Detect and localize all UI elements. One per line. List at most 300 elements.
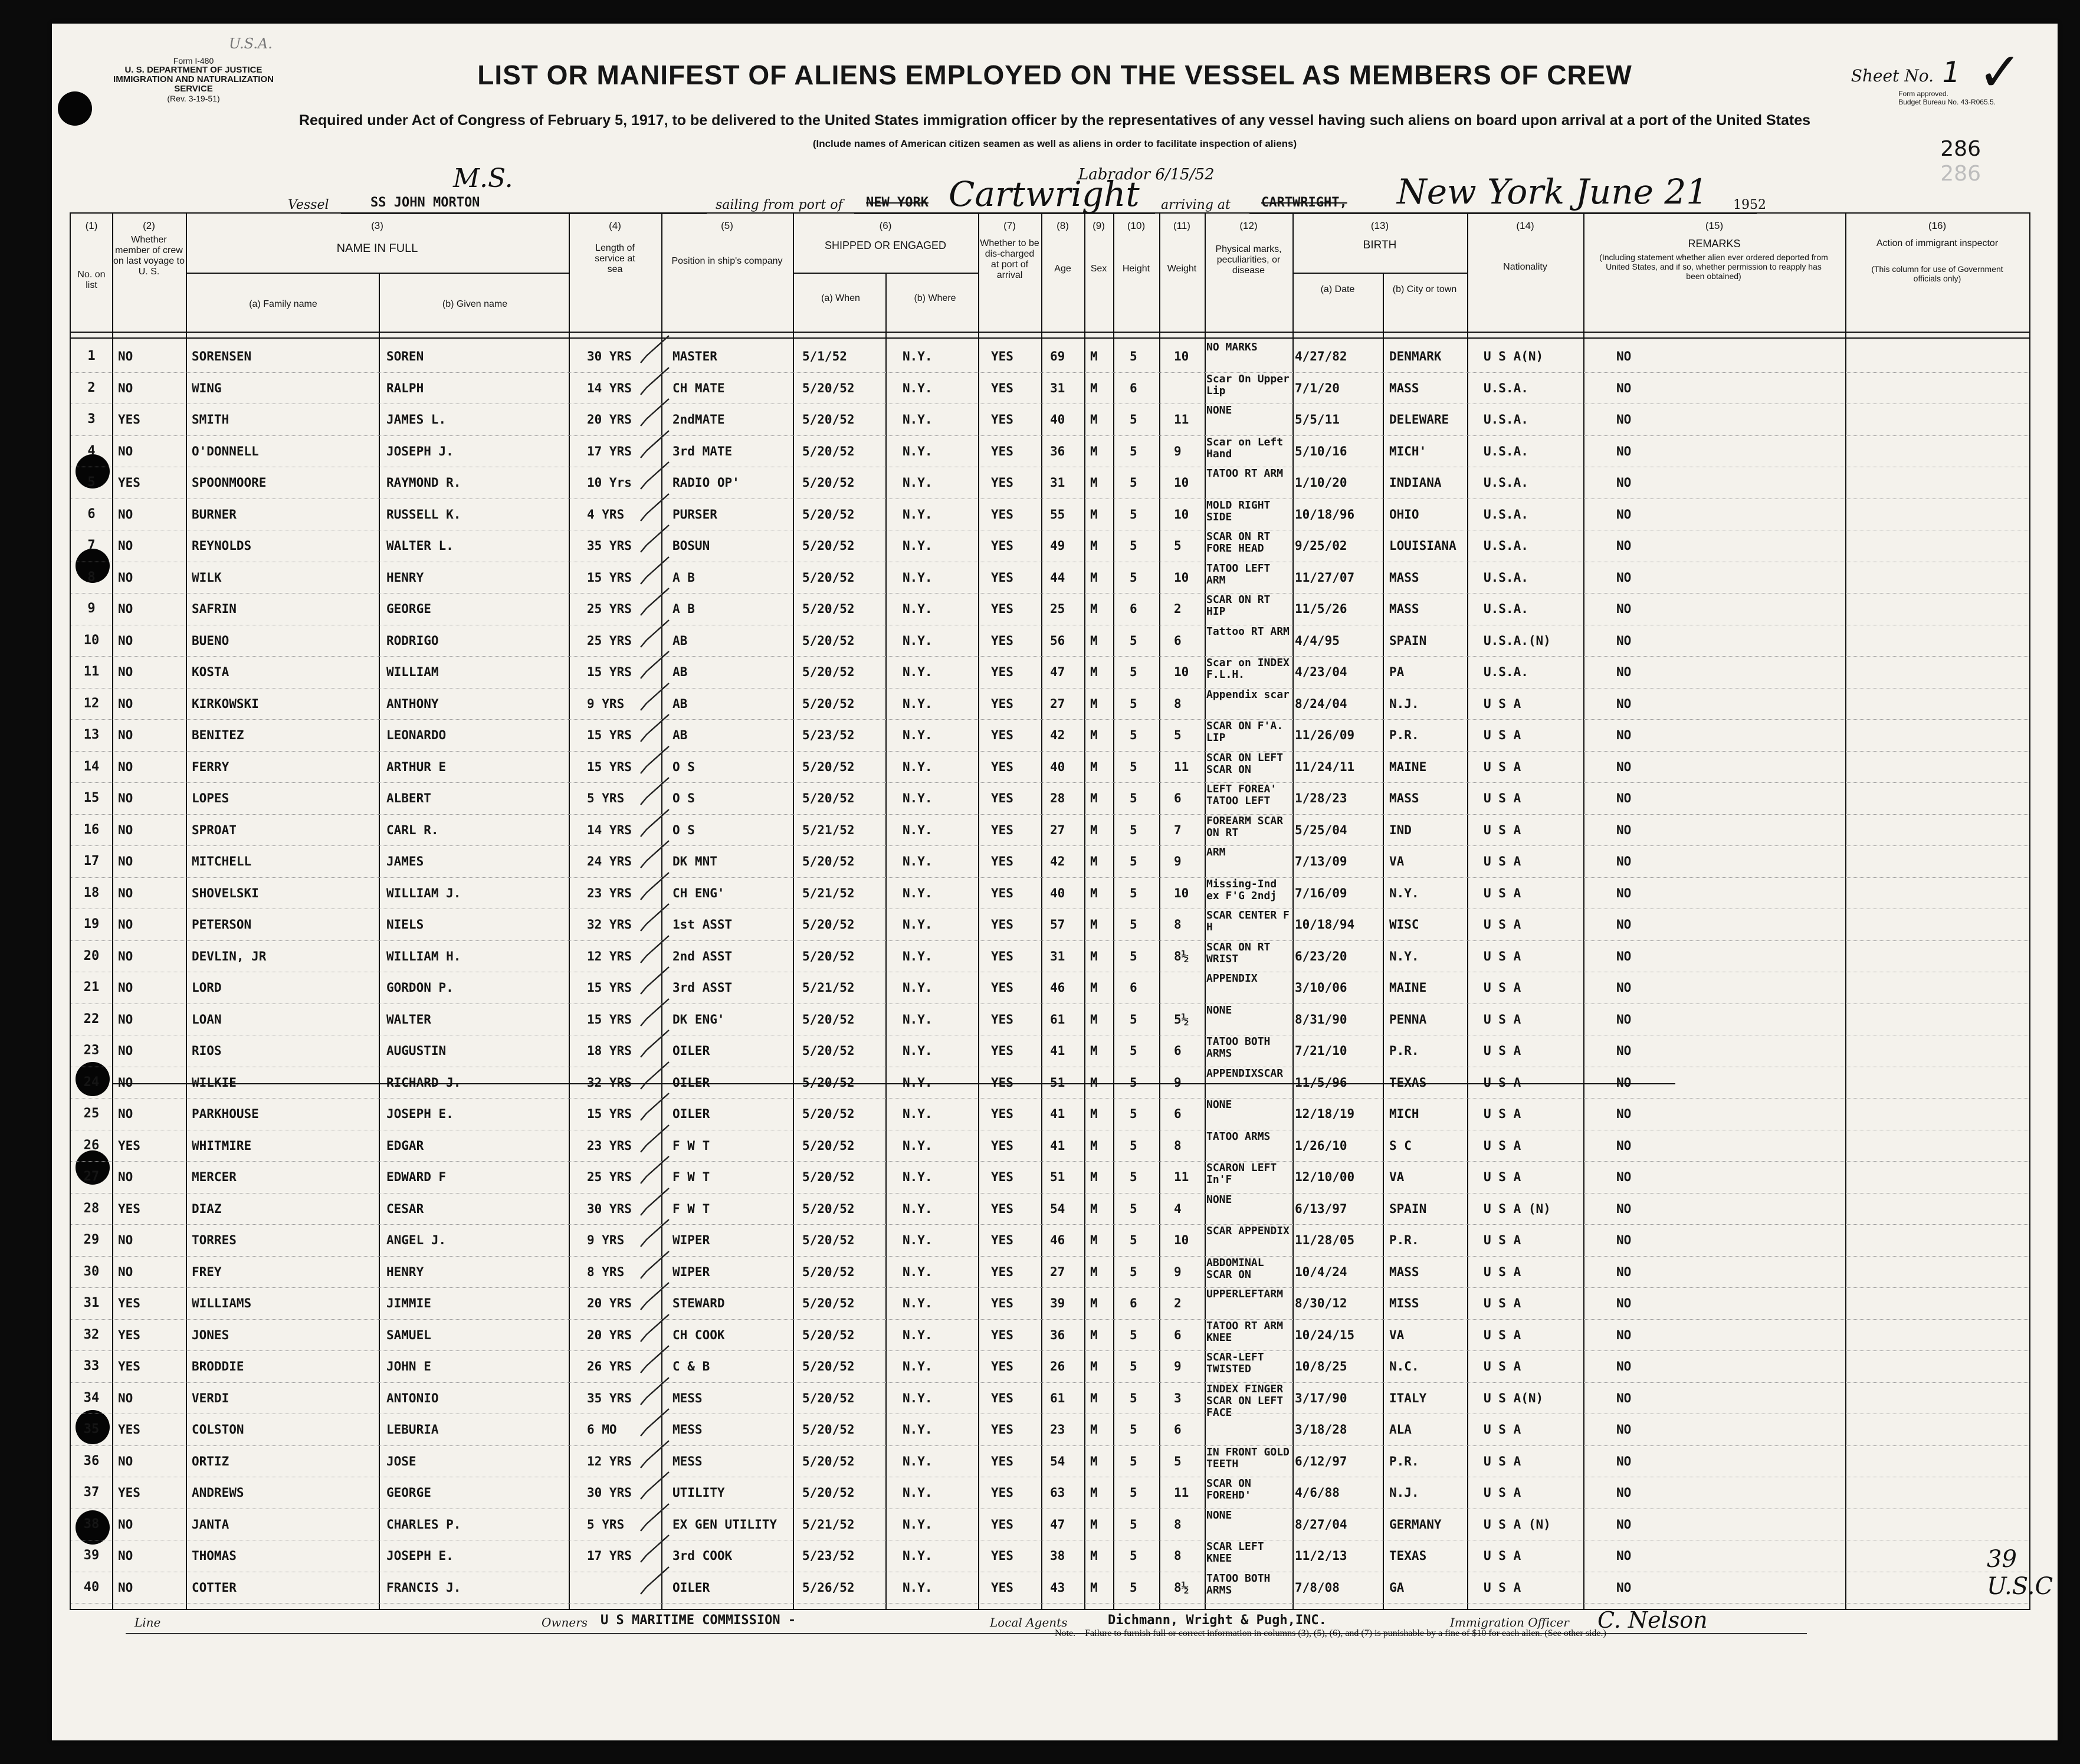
cell-given: RUSSELL K. (386, 507, 461, 522)
table-row (71, 814, 2029, 846)
cell-wt: 6 (1174, 1044, 1182, 1058)
vessel-label: Vessel (288, 198, 329, 212)
cell-age: 69 (1050, 349, 1065, 363)
cell-nat: U S A (1484, 886, 1521, 900)
cell-city: DELEWARE (1389, 412, 1449, 427)
cell-given: EDGAR (386, 1138, 424, 1153)
cell-when: 5/20/52 (802, 412, 855, 427)
table-row (71, 1004, 2029, 1035)
cell-remarks: NO (1616, 949, 1632, 963)
cell-service: 32 YRS (587, 1075, 632, 1090)
check-tick-icon (637, 522, 672, 557)
cell-where: N.Y. (903, 981, 933, 995)
cell-age: 42 (1050, 728, 1065, 742)
row-number: 11 (83, 664, 100, 679)
cell-wt: 7 (1174, 822, 1182, 837)
cell-remarks: NO (1616, 791, 1632, 805)
cell-city: ITALY (1389, 1391, 1427, 1405)
cell-age: 57 (1050, 917, 1065, 932)
cell-marks: Missing-Ind ex F'G 2ndj (1206, 877, 1277, 902)
cell-where: N.Y. (903, 507, 933, 522)
cell-family: PETERSON (192, 917, 252, 932)
cell-service: 9 YRS (587, 696, 625, 711)
cell-remarks: NO (1616, 728, 1632, 742)
cell-date: 11/5/26 (1295, 602, 1347, 616)
cell-ht: 5 (1130, 1486, 1137, 1500)
cell-sex: M (1090, 822, 1098, 837)
cell-disch: YES (991, 728, 1013, 742)
cell-family: TORRES (192, 1233, 237, 1247)
cell-remarks: NO (1616, 1170, 1632, 1184)
cell-wt: 5 (1174, 1454, 1182, 1468)
cell-family: WILK (192, 570, 222, 585)
row-number: 20 (83, 948, 100, 963)
check-tick-icon (637, 1311, 672, 1346)
row-number: 4 (87, 443, 96, 458)
row-number: 24 (83, 1074, 100, 1090)
cell-given: JOSEPH J. (386, 444, 454, 458)
cell-prev: YES (118, 1327, 140, 1342)
cell-sex: M (1090, 791, 1098, 805)
cell-age: 39 (1050, 1296, 1065, 1310)
row-number: 9 (87, 601, 96, 616)
row-number: 29 (83, 1232, 100, 1247)
cell-date: 7/21/10 (1295, 1044, 1347, 1058)
cell-where: N.Y. (903, 854, 933, 868)
cell-prev: NO (118, 444, 133, 458)
cell-remarks: NO (1616, 1359, 1632, 1373)
cell-nat: U S A (N) (1484, 1517, 1551, 1532)
col-number: (8) (1057, 220, 1069, 231)
cell-date: 3/10/06 (1295, 981, 1347, 995)
cell-given: WALTER L. (386, 539, 454, 553)
cell-wt: 10 (1174, 665, 1189, 679)
cell-nat: U S A (1484, 759, 1521, 774)
cell-service: 20 YRS (587, 1327, 632, 1342)
cell-where: N.Y. (903, 1296, 933, 1310)
cell-marks: NONE (1206, 1099, 1232, 1111)
cell-marks: SCAR LEFT KNEE (1206, 1540, 1264, 1565)
cell-given: RODRIGO (386, 633, 439, 648)
cell-sex: M (1090, 1075, 1098, 1090)
cell-where: N.Y. (903, 381, 933, 395)
cell-age: 41 (1050, 1138, 1065, 1153)
cell-city: MASS (1389, 570, 1419, 585)
cell-family: DIAZ (192, 1201, 222, 1216)
cell-remarks: NO (1616, 1454, 1632, 1468)
cell-disch: YES (991, 1327, 1013, 1342)
cell-marks: SCAR ON RT HIP (1206, 594, 1271, 618)
row-number: 23 (83, 1043, 100, 1058)
cell-prev: NO (118, 1580, 133, 1595)
sailing-typed: NEW YORK (866, 195, 929, 210)
manifest-sheet (52, 24, 2058, 1740)
cell-sex: M (1090, 1296, 1098, 1310)
officer-label: Immigration Officer (1450, 1615, 1569, 1629)
cell-nat: U S A (1484, 1422, 1521, 1437)
cell-marks: SCAR ON RT FORE HEAD (1206, 530, 1271, 555)
cell-when: 5/20/52 (802, 1422, 855, 1437)
cell-when: 5/21/52 (802, 1517, 855, 1532)
cell-given: CHARLES P. (386, 1517, 461, 1532)
cell-ht: 5 (1130, 696, 1137, 711)
cell-prev: YES (118, 1296, 140, 1310)
cell-position: RADIO OP' (672, 476, 740, 490)
cell-sex: M (1090, 1454, 1098, 1468)
cell-sex: M (1090, 539, 1098, 553)
cell-where: N.Y. (903, 665, 933, 679)
cell-when: 5/26/52 (802, 1580, 855, 1595)
cell-given: JAMES L. (386, 412, 447, 427)
cell-marks: TATOO RT ARM (1206, 467, 1284, 480)
cell-ht: 5 (1130, 886, 1137, 900)
cell-age: 40 (1050, 886, 1065, 900)
col-header-marks: Physical marks, peculiarities, or disease (1215, 244, 1282, 276)
cell-wt: 5½ (1174, 1012, 1189, 1027)
cell-ht: 5 (1130, 476, 1137, 490)
row-number: 10 (83, 632, 100, 648)
cell-date: 8/27/04 (1295, 1517, 1347, 1532)
table-row (71, 1382, 2029, 1419)
cell-ht: 5 (1130, 759, 1137, 774)
row-number: 18 (83, 885, 100, 900)
cell-given: JIMMIE (386, 1296, 431, 1310)
cell-wt: 6 (1174, 1107, 1182, 1121)
row-number: 25 (83, 1106, 100, 1121)
cell-sex: M (1090, 1517, 1098, 1532)
cell-wt: 9 (1174, 1075, 1182, 1090)
cell-city: MASS (1389, 791, 1419, 805)
cell-date: 11/26/09 (1295, 728, 1355, 742)
cell-where: N.Y. (903, 1580, 933, 1595)
cell-prev: NO (118, 1075, 133, 1090)
cell-family: SMITH (192, 412, 229, 427)
cell-sex: M (1090, 1580, 1098, 1595)
cell-marks: MOLD RIGHT SIDE (1206, 499, 1271, 523)
row-number: 26 (83, 1137, 100, 1153)
cell-date: 10/4/24 (1295, 1264, 1347, 1279)
cell-ht: 5 (1130, 349, 1137, 363)
cell-nat: U S A (1484, 1075, 1521, 1090)
cell-family: REYNOLDS (192, 539, 252, 553)
cell-sex: M (1090, 412, 1098, 427)
cell-family: PARKHOUSE (192, 1107, 259, 1121)
form-number: Form I-480 (173, 56, 214, 65)
cell-marks: APPENDIXSCAR (1206, 1067, 1284, 1080)
cell-remarks: NO (1616, 1327, 1632, 1342)
cell-family: BUENO (192, 633, 229, 648)
cell-ht: 5 (1130, 1359, 1137, 1373)
cell-remarks: NO (1616, 1138, 1632, 1153)
cell-disch: YES (991, 1138, 1013, 1153)
cell-age: 26 (1050, 1359, 1065, 1373)
col-header-family: (a) Family name (249, 299, 317, 309)
cell-where: N.Y. (903, 1264, 933, 1279)
cell-service: 14 YRS (587, 381, 632, 395)
row-number: 34 (83, 1390, 100, 1405)
cell-date: 9/25/02 (1295, 539, 1347, 553)
col-header-name: NAME IN FULL (336, 242, 418, 255)
cell-ht: 5 (1130, 949, 1137, 963)
cell-position: 3rd ASST (672, 981, 733, 995)
cell-prev: NO (118, 1233, 133, 1247)
table-row (71, 1193, 2029, 1225)
cell-city: MASS (1389, 381, 1419, 395)
cell-date: 7/13/09 (1295, 854, 1347, 868)
cell-sex: M (1090, 1549, 1098, 1563)
cell-ht: 5 (1130, 1138, 1137, 1153)
cell-where: N.Y. (903, 1170, 933, 1184)
cell-date: 3/17/90 (1295, 1391, 1347, 1405)
page-title: LIST OR MANIFEST OF ALIENS EMPLOYED ON THE VESSEL AS MEMBERS OF CREW (477, 60, 1632, 90)
row-number: 2 (87, 380, 96, 395)
corner-mark: U.S.A. (229, 35, 273, 52)
cell-given: EDWARD F (386, 1170, 447, 1184)
cell-where: N.Y. (903, 1138, 933, 1153)
cell-position: A B (672, 570, 695, 585)
cell-where: N.Y. (903, 696, 933, 711)
table-row (71, 688, 2029, 720)
cell-wt: 8½ (1174, 1580, 1189, 1595)
cell-ht: 5 (1130, 1107, 1137, 1121)
cell-ht: 5 (1130, 507, 1137, 522)
cell-wt: 8 (1174, 917, 1182, 932)
cell-date: 7/1/20 (1295, 381, 1340, 395)
cell-remarks: NO (1616, 602, 1632, 616)
cell-wt: 6 (1174, 1327, 1182, 1342)
row-number: 12 (83, 696, 100, 711)
row-number: 38 (83, 1516, 100, 1532)
cell-marks: Scar on INDEX F.L.H. (1206, 657, 1290, 681)
cell-disch: YES (991, 696, 1013, 711)
col-header-position: Position in ship's company (671, 256, 783, 266)
cell-city: PA (1389, 665, 1405, 679)
required-statement: Required under Act of Congress of February 5, 1917, to be delivered to the United States immigration officer by the representatives of any vessel having such aliens on board upon arrival at a port of the United States (298, 112, 1811, 129)
cell-remarks: NO (1616, 412, 1632, 427)
cell-nat: U S A (1484, 1233, 1521, 1247)
cell-service: 25 YRS (587, 1170, 632, 1184)
cell-city: SPAIN (1389, 1201, 1427, 1216)
cell-where: N.Y. (903, 886, 933, 900)
table-row (71, 530, 2029, 562)
cell-nat: U S A (N) (1484, 1201, 1551, 1216)
handwritten-total: 39 U.S.C (1987, 1546, 2053, 1600)
cell-service: 30 YRS (587, 1486, 632, 1500)
cell-wt: 9 (1174, 854, 1182, 868)
cell-prev: NO (118, 1517, 133, 1532)
cell-date: 5/10/16 (1295, 444, 1347, 458)
row-number: 31 (83, 1296, 100, 1310)
cell-age: 31 (1050, 476, 1065, 490)
cell-nat: U.S.A. (1484, 381, 1528, 395)
cell-family: JANTA (192, 1517, 229, 1532)
cell-given: JOSE (386, 1454, 416, 1468)
check-tick-icon (637, 1153, 672, 1188)
cell-family: MITCHELL (192, 854, 252, 868)
cell-age: 27 (1050, 696, 1065, 711)
cell-remarks: NO (1616, 1012, 1632, 1027)
cell-prev: NO (118, 349, 133, 363)
cell-prev: NO (118, 633, 133, 648)
check-tick-icon (637, 774, 672, 809)
cell-wt: 10 (1174, 476, 1189, 490)
cell-nat: U.S.A. (1484, 444, 1528, 458)
row-number: 35 (83, 1422, 100, 1437)
table-row (71, 845, 2029, 877)
check-tick-icon (637, 395, 672, 431)
cell-service: 9 YRS (587, 1233, 625, 1247)
cell-sex: M (1090, 1264, 1098, 1279)
cell-age: 46 (1050, 981, 1065, 995)
cell-nat: U S A (1484, 696, 1521, 711)
cell-service: 30 YRS (587, 1201, 632, 1216)
cell-service: 8 YRS (587, 1264, 625, 1279)
cell-sex: M (1090, 886, 1098, 900)
table-row (71, 1414, 2029, 1445)
arriving-port: New York June 21 (1397, 172, 1708, 212)
cell-ht: 5 (1130, 1454, 1137, 1468)
cell-sex: M (1090, 570, 1098, 585)
cell-when: 5/20/52 (802, 665, 855, 679)
cell-sex: M (1090, 665, 1098, 679)
cell-disch: YES (991, 1296, 1013, 1310)
cell-family: O'DONNELL (192, 444, 259, 458)
cell-nat: U S A (1484, 854, 1521, 868)
cell-date: 4/6/88 (1295, 1486, 1340, 1500)
cell-ht: 5 (1130, 412, 1137, 427)
cell-service: 12 YRS (587, 1454, 632, 1468)
cell-position: 3rd COOK (672, 1549, 733, 1563)
check-tick-icon (637, 1185, 672, 1220)
table-row (71, 1540, 2029, 1572)
cell-marks: APPENDIX (1206, 972, 1258, 985)
cell-family: COLSTON (192, 1422, 244, 1437)
row-number: 27 (83, 1169, 100, 1184)
cell-wt: 9 (1174, 444, 1182, 458)
cell-given: WILLIAM (386, 665, 439, 679)
cell-marks: NO MARKS (1206, 341, 1258, 353)
cell-remarks: NO (1616, 507, 1632, 522)
cell-service: 25 YRS (587, 633, 632, 648)
cell-when: 5/20/52 (802, 1359, 855, 1373)
cell-city: LOUISIANA (1389, 539, 1456, 553)
row-number: 30 (83, 1264, 100, 1279)
cell-when: 5/20/52 (802, 1170, 855, 1184)
check-tick-icon (637, 1405, 672, 1441)
cell-disch: YES (991, 381, 1013, 395)
cell-remarks: NO (1616, 1075, 1632, 1090)
cell-city: VA (1389, 1170, 1405, 1184)
cell-nat: U.S.A. (1484, 507, 1528, 522)
cell-service: 35 YRS (587, 539, 632, 553)
cell-service: 6 MO (587, 1422, 617, 1437)
cell-age: 41 (1050, 1107, 1065, 1121)
cell-marks: IN FRONT GOLD TEETH (1206, 1445, 1290, 1470)
cell-where: N.Y. (903, 1044, 933, 1058)
cell-given: ANGEL J. (386, 1233, 447, 1247)
cell-remarks: NO (1616, 539, 1632, 553)
table-row (71, 1067, 2029, 1099)
cell-city: N.Y. (1389, 949, 1419, 963)
check-tick-icon (637, 490, 672, 526)
col-header-action: Action of immigrant inspector (1876, 238, 1999, 248)
col-header-nationality: Nationality (1503, 262, 1547, 272)
table-row (71, 782, 2029, 814)
col-number: (16) (1928, 220, 1947, 231)
cell-date: 3/18/28 (1295, 1422, 1347, 1437)
cell-family: RIOS (192, 1044, 222, 1058)
cell-when: 5/20/52 (802, 1075, 855, 1090)
cell-position: MESS (672, 1454, 703, 1468)
cell-remarks: NO (1616, 1486, 1632, 1500)
col-number: (13) (1370, 220, 1389, 231)
cell-marks: TATOO BOTH ARMS (1206, 1572, 1271, 1596)
check-tick-icon (637, 1122, 672, 1157)
cell-remarks: NO (1616, 633, 1632, 648)
cell-wt: 11 (1174, 1170, 1189, 1184)
cell-when: 5/20/52 (802, 539, 855, 553)
cell-disch: YES (991, 886, 1013, 900)
check-tick-icon (637, 585, 672, 620)
cell-wt: 8½ (1174, 949, 1189, 963)
cell-nat: U S A (1484, 1170, 1521, 1184)
check-tick-icon (637, 995, 672, 1031)
cell-sex: M (1090, 1327, 1098, 1342)
check-tick-icon (637, 963, 672, 999)
cell-sex: M (1090, 696, 1098, 711)
row-number: 14 (83, 759, 100, 774)
cell-ht: 5 (1130, 1044, 1137, 1058)
cell-remarks: NO (1616, 1296, 1632, 1310)
cell-marks: LEFT FOREA' TATOO LEFT (1206, 783, 1277, 807)
cell-prev: NO (118, 949, 133, 963)
cell-nat: U S A (1484, 1044, 1521, 1058)
cell-ht: 5 (1130, 1580, 1137, 1595)
cell-city: TEXAS (1389, 1075, 1427, 1090)
cell-where: N.Y. (903, 570, 933, 585)
cell-disch: YES (991, 1264, 1013, 1279)
cell-wt: 8 (1174, 696, 1182, 711)
cell-service: 35 YRS (587, 1391, 632, 1405)
check-tick-icon (637, 364, 672, 399)
cell-where: N.Y. (903, 791, 933, 805)
cell-service: 12 YRS (587, 949, 632, 963)
table-row (71, 1161, 2029, 1193)
cell-city: MICH (1389, 1107, 1419, 1121)
cell-disch: YES (991, 917, 1013, 932)
cell-marks: TATOO LEFT ARM (1206, 562, 1271, 586)
cell-date: 11/5/96 (1295, 1075, 1347, 1090)
cell-where: N.Y. (903, 444, 933, 458)
cell-family: MERCER (192, 1170, 237, 1184)
cell-service: 5 YRS (587, 791, 625, 805)
cell-position: OILER (672, 1580, 710, 1595)
cell-position: AB (672, 665, 688, 679)
cell-remarks: NO (1616, 981, 1632, 995)
cell-date: 11/27/07 (1295, 570, 1355, 585)
cell-service: 14 YRS (587, 822, 632, 837)
cell-disch: YES (991, 507, 1013, 522)
cell-family: FERRY (192, 759, 229, 774)
cell-where: N.Y. (903, 1359, 933, 1373)
cell-remarks: NO (1616, 917, 1632, 932)
cell-nat: U S A (1484, 981, 1521, 995)
cell-when: 5/21/52 (802, 886, 855, 900)
cell-prev: NO (118, 539, 133, 553)
cell-prev: NO (118, 381, 133, 395)
row-number: 1 (87, 349, 96, 363)
cell-wt: 11 (1174, 412, 1189, 427)
